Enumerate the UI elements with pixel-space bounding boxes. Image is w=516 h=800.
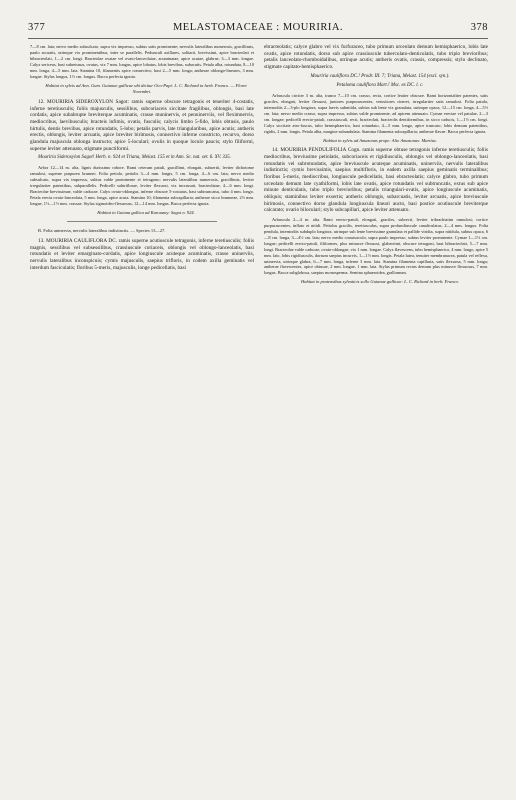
section-b-heading: B. Folia uninervia, nervulis lateralibus indistinctis. — Species 13—27. (38, 228, 166, 234)
species-14-description: Arbuscula 2—4 m. alta. Rami erecto-patuli, elongati, graciles, subrecti, leviter tribrachiatim ramulosi; cortice purpurascentes, inflato et nitidi. Petiolus gracilis, teretiusculus, supra profundiuscule canaliculatus, 2—4 mm. longus. Folia pendula, internodiis subduplo longiora, utrinque sub lente brevissime granulata et pallide viridia, supra nitidula, subtus opaca, 6—8 cm. longa, 3—4½ cm. lata; nervo medio crassiusculo, supra paulo impresso, subtus leviter prominente. Cymae 1—1½ cm. longae; pedicelli erecto-patuli, filiformes, plus minusve flexuosi, glaberrimi, obscure tetragoni, basi bibracteolati, 5—7 mm. longi. Bracteolae valde caducae, ovato-oblongae, vix 1 mm. longae. Calyx flavescens, tubo hemisphaerico, 4 mm. longo, apice 5 mm. lato, lobis rigidiusculis, dorsum saepius incurvis, 1—1½ mm. longis. Petala lutea, tenuiter membranacea, patula vel reflexa, uninervia, utrinque glabra, 6—7 mm. longa, inferne 3 mm. lata. Stamina filamenta capillaria, satis flexuosa, 5 mm. longa; antherae flavescentes, apice obtusae, 2 mm. longae, 1 mm. lata. Stylus primum rectus demum plus minusve flexuosus, 7 mm. longus. Bacca subglobosa, saepius monosperma. Semina sphaeroidea, grallomum. (264, 216, 488, 276)
right-column (264, 44, 488, 289)
species-13-habitat: Habitat in sylvis ad Amazonas prope: Alto Amazonas: Martius. (323, 137, 437, 143)
species-13-description: Arbuscula circiter 3 m. alta, trunco 7—10 cm. crasso, recta, cortice leuiter obscure. Rami horizontaliter patentes, satis graciles, elongati, leviter flexuosi, juniores purpurascentes, vetustiores cinerei, irregulariter satis ramulosi. Folia patula, internodiis 2—3-plo longiora, supra laevis subnitida, subtus sub lente vix granulata, utrinque opaca, 12—15 cm. longa, 4—5½ cm. lata; nervo medio crasso, supra impresso, subtus valde prominente, ad apicem attenuato. Cymae erectae vel patulae, 2—3 cm. longae; pedicelli erecto-patuli, crassiusculi, recti, bracteolati, bracteolis dentiformibus, in sicco caducis, 1—1½ cm. longi. Calyx siccitate atro-fuscus, tubo hemisphaerico, basi rotundato, 4—5 mm. longo, apice truncato; lobis demum patentibus, rigidis, 2 mm. longis. Petala alba, margine subundulata. Stamina filamenta subcapillaria; antherae flavae. Bacca perfecta ignota. (264, 92, 488, 134)
species-11-description-end: 7—8 cm. lata; nervo medio subsulcato, supra vix impresso, subtus satis prominente; nervulis lateralibus numerosis, gracillimis, paulo arcuatis, utrinque vix prominentibus, inter se parallelis. Pedunculi axillares, solitarii, brevissimi, apice bracteolati et bibracteolati, 1—2 cm. longi. Bracteolae ovatae vel ovato-lanceolatae, acuminatae, apice acutae, glabrae, 3—3 mm. longae. Calyx sericeus, basi subretusus, ovatus, vix 7 mm. longus, apice lobatus, lobis brevibus, subacutis. Petala alba, rotundata, 8—10 mm. longa, 4—5 mm. lata. Stamina 10, filamentis apice connectivo, basi 2—5 mm. longa; antherae oblongo-lineares, 3 mm. longae. Stylus longus, 1½ cm. longus. Bacca perfecta ignota. (30, 44, 254, 79)
page-number-right: 378 (470, 22, 488, 33)
species-13-diagnosis-cont: ebracteolatis; calyce glabro vel vix furfuraceo, tubo primum urceolato demum hemisphaerico, lobis late ovatis, apice rotundatis, dorso sub apice crassiuscule tuberculato-denticulatis, tubo triplo brevioribus; petalis lanceolato-rhomboidalibus, utrinque acutis; antheris ovatis, crassis, compressis; stylo declinato, stigmate capitato-hemisphaerico. (264, 44, 488, 70)
species-13-diagnosis: 13. MOURIRIA CAULIFLORA DC. ramis superne acutiuscule tetragonis, inferne teretiusculis; foliis magnis, sessilibus vel subsessilibus, crassiuscule coriaceis, oblongis vel oblongo-lanceolatis, basi rotundatis et leviter emarginato-cordatis, apice longiuscule acuteque acuminatis, crasse uninerviis, nervulis lateralibus inconspicuis; cymis majusculis, saepius trifloris, in codem axilla geminatis vel interdum fasciculatis; floribus 5-meris, majusculis, longe pedicellatis, basi (30, 237, 254, 271)
species-12-habitat: Habitat in Guiana gallica ad Karouany: Sagot n. 924. (97, 209, 195, 215)
running-title: MELASTOMACEAE : MOURIRIA. (172, 22, 344, 33)
left-column (30, 44, 254, 274)
page-number-left: 377 (28, 22, 46, 33)
species-13-synonymy-2: Petaloma cauliflora Mart.! Msc. ex DC. l. c. (336, 83, 424, 89)
species-13-synonymy-1: Mouriria cauliflora DC.! Prodr. III. 7; Triana, Melast. 154 (excl. syn.). (310, 73, 450, 79)
running-header (28, 20, 488, 36)
species-12-synonymy: Mouriria Sideroxylon Sagot! Herb. n. 924 et Triana, Melast. 155 et in Ann. Sc. nat. ser. 6. XV. 335. (38, 155, 231, 161)
species-14-diagnosis: 14. MOURIRIA PENDULIFOLIA Cogn. ramis superne obtuse tetragonis inferne teretiusculis; foliis mediocribus, breviusime petiolatis, subcoriaceis et rigidiusculis, oblongis vel oblongo-lanceolatis, basi rotundatis vel subrotundatis, apice breviuscule acuteque acuminatis, uninerviis, nervulis lateralibus indistinctis; cymis brevissimis, saepius multifloris, in eadem axilla saepius geminatis terminalibus; floribus 5-meris, mediocribus, longiuscule pedicellatis, basi ebracteolatis; calyce glabro, tubo primum urceolato demum late cyathiformi, lobis late ovatis, apice rotundatis vel subtruncatis, extus sub apice minute denticulatis, tubo triplo brevioribus; petalis triangulari-ovatis, apice longiuscule acuminatis, obliquis; staminibus leviter exsertis; antheris oblongis, subarcuatis, leviter arcuatis, apice breviuscule birimosis, connectivo dorso glandula longiuscula lineari aucto, basi postice acutiuscule breviterque calcarato; ovario biloculari; stylo subcapillari, apice leviter attenuato. (264, 147, 488, 214)
species-11-habitat: Habitat in sylvis ad Ann. Gum. Guianae gallicae ubi dicitur Oco-Papi: L. C. Richard in herb. Franco. — Floret Novembri. (45, 82, 247, 95)
header-rule (28, 38, 488, 39)
section-divider (67, 221, 217, 222)
species-12-description: Arbor 12—14 m. alta, lignis durissimo robore. Rami ceterum patuli, gracillimi, elongati, subsertii, leviter dichotome ramulosi, superne purpureo brunnei. Folia petiolo, petiolis 3—4 mm. longis, 5 cm. longa, 4—6 cm. lata; nervo medio subsulcato, supra vix impresso, subtus valde prominente et tetragono; nervulis lateralibus numerosis, gracillimis, leviter irregulariter patentibus, subparallelis. Pedicelli subtriflorae, leviter flexuosi, vix incrassati, bracteolatae, 4—6 mm. longi. Bracteolae brevissimae, valde caducae. Calyx ovato-oblongus, inferne obscure 5-costatus, basi subtruncatus, tubo 4 mm. longo. Petala erecta ovato-lanceolata, 5 mm. longa, apice acuta. Stamina 10; filamenta subcapillaria; antherae sicco brunneae, 2½ mm. longae, 1½—1½ mm. crassae. Stylus sigmoideo-flexuosus, 12—14 mm. longus. Bacca perfecta ignota. (30, 164, 254, 206)
species-12-diagnosis: 12. MOURIRIA SIDEROXYLON Sagot: ramis superne obscure tetragonis et teneriter 4-costatis, inferne teretiusculis; foliis majusculis, sessilibus, subcoriaceis siccitate fragilibus, oblongis, basi late cordatis, apice subabrupte breviterque acuminatis, crasse muninervis, et penninerviis, vel fleximnervis, mediocribus, laevibusculis; bracteis infimis, ovatis, fusculis; calycis limbo 5-fido, lobis obtusis, paulo hirtulis, dentis brevibus, apice rotundatis, 5-lobo; petalis parvis, late triangularibus, apice acutis; antheris erectis, oblongis, leviter arcuatis, apice breviter birimosis, connectivo inferne constricto, recurvo, dorso glandula majuscula oblonga instructo; apice 5-loculari; ovulis in quoque loculo paucis; stylo filiformi, superne leviter attenuato, stigmate punctiformi. (30, 99, 254, 152)
species-14-habitat: Habitat in pratensibus sylvaticis sollo Guianae gallicae: L. C. Richard in herb. Franco. (300, 279, 460, 285)
